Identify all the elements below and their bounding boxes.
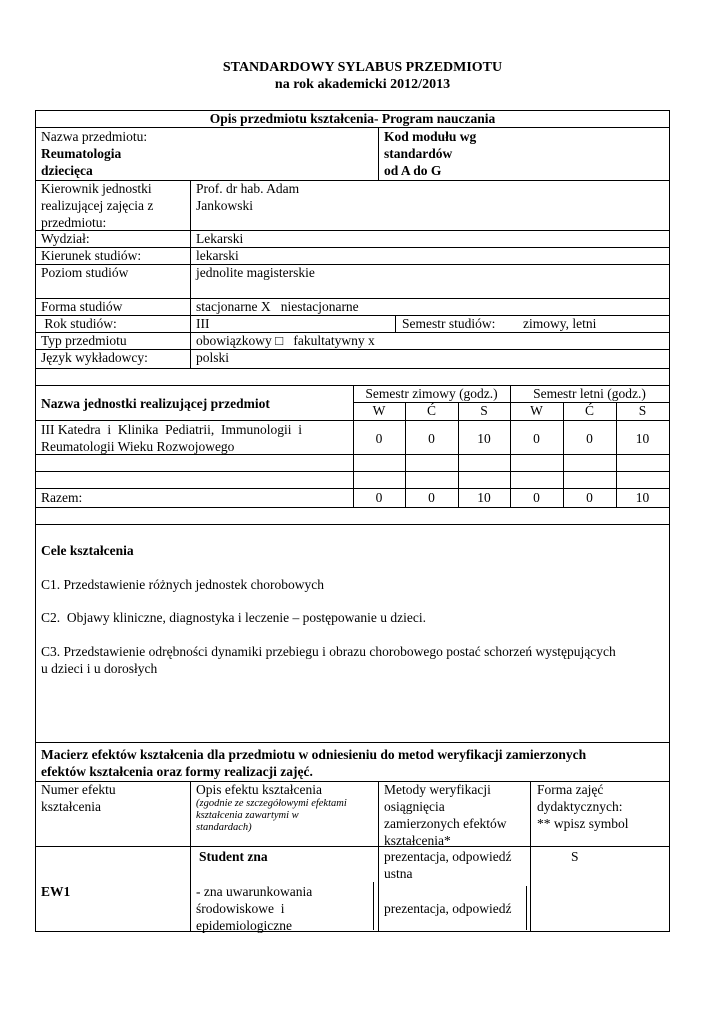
level-label: Poziom studiów — [41, 265, 129, 280]
col-s-winter: S — [480, 403, 488, 418]
col-c-summer: Ć — [584, 403, 594, 418]
total-cell: 0 — [586, 490, 593, 505]
head-label: Kierownik jednostki — [41, 181, 152, 196]
level-value: jednolite magisterskie — [196, 265, 315, 280]
class-form-symbol: S — [571, 849, 579, 864]
table-cell: 10 — [477, 431, 491, 446]
col-verification-methods-cont: osiągnięcia — [384, 799, 445, 814]
section-title: Opis przedmiotu kształcenia- Program nauczania — [209, 111, 496, 126]
col-effect-description-note-cont: kształcenia zawartymi w — [196, 810, 299, 821]
col-effect-description-note-cont2: standardach) — [196, 822, 252, 833]
col-class-form-cont: dydaktycznych: — [537, 799, 623, 814]
module-code-label-cont: standardów — [384, 146, 453, 161]
total-cell: 10 — [477, 490, 491, 505]
col-class-form: Forma zajęć — [537, 782, 604, 797]
total-cell: 0 — [428, 490, 435, 505]
faculty-label: Wydział: — [41, 231, 90, 246]
type-label: Typ przedmiotu — [41, 333, 127, 348]
module-code-label-cont2: od A do G — [384, 163, 442, 178]
table-cell: 0 — [375, 431, 383, 446]
total-label: Razem: — [41, 490, 83, 505]
direction-label: Kierunek studiów: — [41, 248, 142, 263]
table-cell: 0 — [533, 431, 540, 446]
student-knows: Student zna — [199, 849, 268, 864]
matrix-title: Macierz efektów kształcenia dla przedmiotu w odniesieniu do metod weryfikacji zamierzonych — [41, 747, 587, 762]
col-w-winter: W — [372, 403, 386, 418]
goal-c3: C3. Przedstawienie odrębności dynamiki przebiegu i obrazu chorobowego postać schorzeń występujących — [41, 644, 616, 659]
form-label: Forma studiów — [41, 299, 123, 314]
col-s-summer: S — [638, 403, 647, 418]
unit-name: III Katedra i Klinika Pediatrii, Immunologii i — [41, 422, 302, 437]
goal-c2: C2. Objawy kliniczne, diagnostyka i leczenie – postępowanie u dzieci. — [41, 610, 427, 625]
subject-name-label: Nazwa przedmiotu: — [41, 129, 148, 144]
unit-name-cont: Reumatologii Wieku Rozwojowego — [41, 439, 235, 454]
table-cell: 0 — [586, 431, 593, 446]
winter-semester-header: Semestr zimowy (godz.) — [365, 386, 498, 401]
col-verification-methods-cont2: zamierzonych efektów — [384, 816, 507, 831]
summer-semester-header: Semestr letni (godz.) — [533, 386, 646, 401]
total-cell: 0 — [375, 490, 383, 505]
col-c-winter: Ć — [426, 403, 436, 418]
faculty-value: Lekarski — [196, 231, 244, 246]
head-label-cont: realizującej zajęcia z — [41, 198, 154, 213]
total-cell: 0 — [533, 490, 540, 505]
verification-method-cont: ustna — [384, 866, 413, 881]
document-title: STANDARDOWY SYLABUS PRZEDMIOTU — [222, 60, 503, 75]
goals-title: Cele kształcenia — [41, 543, 134, 558]
col-effect-description-note: (zgodnie ze szczegółowymi efektami — [196, 798, 347, 809]
matrix-title-cont: efektów kształcenia oraz formy realizacji zajęć. — [41, 764, 313, 779]
col-effect-number-cont: kształcenia — [41, 799, 101, 814]
head-value: Prof. dr hab. Adam — [196, 181, 300, 196]
goal-c3-cont: u dzieci i u dorosłych — [41, 661, 158, 676]
academic-year: na rok akademicki 2012/2013 — [274, 77, 451, 92]
effect-description-cont: środowiskowe i — [196, 901, 285, 916]
semester-label: Semestr studiów: — [402, 316, 496, 331]
language-label: Język wykładowcy: — [41, 350, 148, 365]
form-value: stacjonarne X niestacjonarne — [196, 299, 359, 314]
total-cell: 10 — [635, 490, 650, 505]
subject-name-value-cont: dziecięca — [41, 163, 93, 178]
goal-c1: C1. Przedstawienie różnych jednostek chorobowych — [41, 577, 325, 592]
head-label-cont2: przedmiotu: — [41, 215, 107, 230]
verification-method: prezentacja, odpowiedź — [384, 849, 512, 864]
language-value: polski — [196, 350, 230, 365]
semester-value: zimowy, letni — [523, 316, 597, 331]
effect-description-cont2: epidemiologiczne — [196, 918, 292, 933]
subject-name-value: Reumatologia — [41, 146, 122, 161]
type-value: obowiązkowy □ fakultatywny x — [196, 333, 375, 348]
module-code-label: Kod modułu wg — [384, 129, 477, 144]
col-verification-methods: Metody weryfikacji — [384, 782, 491, 797]
table-cell: 10 — [635, 431, 650, 446]
col-effect-number: Numer efektu — [41, 782, 116, 797]
verification-method-2: prezentacja, odpowiedź — [384, 901, 512, 916]
direction-value: lekarski — [196, 248, 239, 263]
col-effect-description: Opis efektu kształcenia — [196, 782, 322, 797]
col-verification-methods-cont3: kształcenia* — [384, 833, 451, 848]
head-value-cont: Jankowski — [196, 198, 253, 213]
effect-id: EW1 — [41, 884, 71, 899]
col-w-summer: W — [530, 403, 543, 418]
unit-header: Nazwa jednostki realizującej przedmiot — [41, 396, 270, 411]
year-label: Rok studiów: — [41, 316, 117, 331]
col-class-form-cont2: ** wpisz symbol — [537, 816, 629, 831]
effect-description: - zna uwarunkowania — [196, 884, 313, 899]
year-value: III — [196, 316, 210, 331]
table-cell: 0 — [428, 431, 435, 446]
